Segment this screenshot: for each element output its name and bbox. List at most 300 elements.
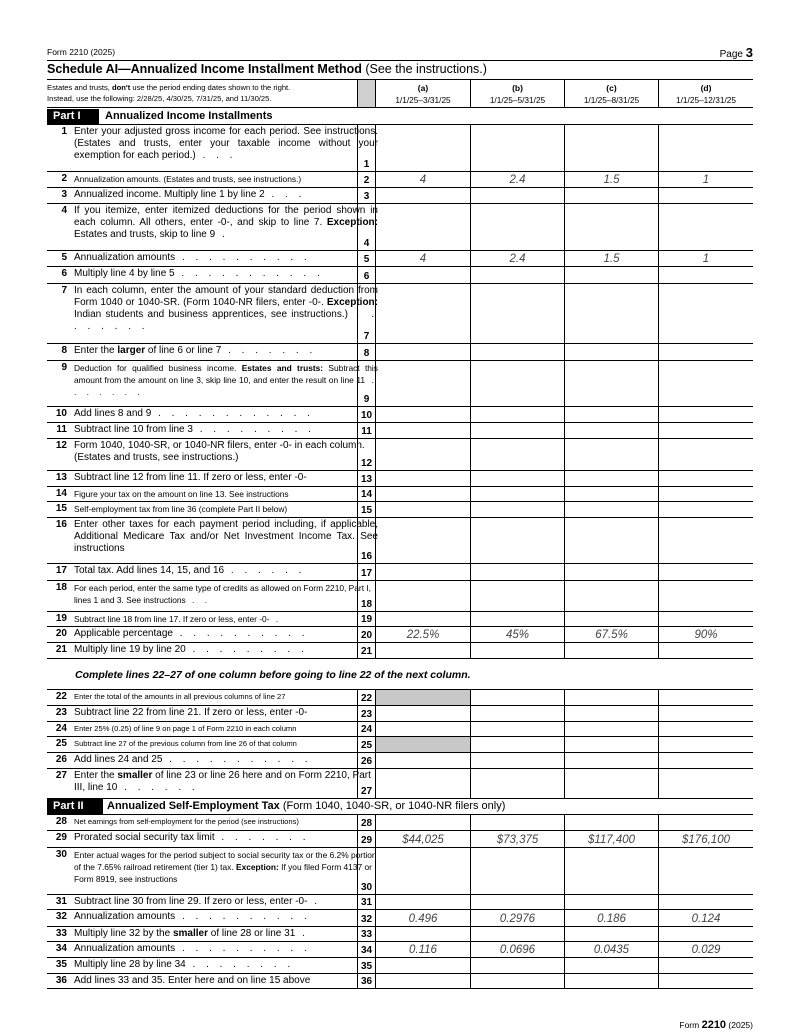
line-number: 21 — [55, 644, 67, 655]
line-28-col-d-field[interactable] — [659, 815, 753, 830]
line-9-col-a-field[interactable] — [376, 361, 471, 406]
line-36-col-c-field[interactable] — [565, 974, 659, 988]
line-number: 2 — [61, 173, 67, 184]
line-description: Form 1040, 1040-SR, or 1040-NR filers, enter -0- in each column. (Estates and trusts, see instructions.) — [74, 440, 365, 463]
line-number: 14 — [55, 488, 67, 499]
line-17-col-d-field[interactable] — [659, 564, 753, 580]
line-13-col-a-field[interactable] — [376, 471, 471, 486]
line-32-col-c-field[interactable]: 0.186 — [565, 910, 659, 926]
line-29-row — [47, 831, 753, 848]
page-number: Page 3 — [719, 45, 753, 60]
line-35-col-d-field[interactable] — [659, 958, 753, 973]
line-18-row — [47, 581, 753, 612]
line-number: 27 — [55, 770, 67, 781]
line-10-col-a-field[interactable] — [376, 407, 471, 422]
line-11-col-b-field[interactable] — [471, 423, 565, 438]
line-number-box: 21 — [358, 645, 375, 658]
line-number-box: 16 — [358, 550, 375, 563]
line-17-row — [47, 564, 753, 581]
line-26-row — [47, 753, 753, 769]
line-9-col-b-field[interactable] — [471, 361, 565, 406]
column-header-shaded — [357, 80, 376, 108]
line-18-col-b-field[interactable] — [471, 581, 565, 611]
line-8-col-d-field[interactable] — [659, 344, 753, 360]
line-number-box: 7 — [358, 330, 375, 343]
line-6-col-c-field[interactable] — [565, 267, 659, 283]
line-number: 24 — [55, 723, 67, 734]
line-22-col-c-field[interactable] — [565, 690, 659, 705]
line-number-box: 12 — [358, 457, 375, 470]
line-number-box: 14 — [358, 488, 375, 501]
line-7-col-d-field[interactable] — [659, 284, 753, 343]
line-29-col-b-field[interactable]: $73,375 — [471, 831, 565, 847]
line-1-col-b-field[interactable] — [471, 125, 565, 171]
line-2-col-d-field[interactable]: 1 — [702, 174, 710, 186]
line-number: 1 — [61, 126, 67, 137]
part-1-title: Annualized Income Installments — [105, 110, 273, 122]
line-10-col-d-field[interactable] — [659, 407, 753, 422]
line-22-col-b-field[interactable] — [471, 690, 565, 705]
line-number-box: 17 — [358, 567, 375, 580]
line-number-box: 9 — [358, 393, 375, 406]
line-34-col-b-field[interactable]: 0.0696 — [471, 942, 565, 957]
line-23-col-d-field[interactable] — [659, 706, 753, 721]
line-description: Deduction for qualified business income. Estates and trusts: Subtract this amount from the amount on line 3, skip line 10, and enter the result on line 11 . . . . . . . — [74, 363, 378, 397]
line-29-col-a-field[interactable]: $44,025 — [376, 831, 471, 847]
line-22-col-d-field[interactable] — [659, 690, 753, 705]
line-number-box: 33 — [358, 928, 375, 941]
line-number-box: 25 — [358, 739, 375, 752]
line-description: Enter the larger of line 6 or line 7 . . . . . . . — [74, 345, 317, 356]
line-number-box: 11 — [358, 425, 375, 438]
line-11-row — [47, 423, 753, 439]
line-number: 4 — [61, 205, 67, 216]
line-number: 16 — [55, 519, 67, 530]
line-description: Subtract line 18 from line 17. If zero or less, enter -0- . — [74, 614, 283, 624]
line-description: Applicable percentage . . . . . . . . . . — [74, 628, 309, 639]
line-number: 15 — [55, 503, 67, 514]
line-number-box: 20 — [358, 629, 375, 642]
line-number-box: 27 — [358, 785, 375, 798]
instruction-lines-22-27: Complete lines 22–27 of one column before going to line 22 of the next column. — [75, 669, 471, 681]
line-14-col-b-field[interactable] — [471, 487, 565, 501]
line-number: 17 — [55, 565, 67, 576]
line-20-col-d-field[interactable]: 90% — [694, 629, 718, 641]
schedule-title: Schedule AI—Annualized Income Installment Method (See the instructions.) — [47, 62, 487, 76]
line-10-row — [47, 407, 753, 423]
line-34-col-c-field[interactable]: 0.0435 — [565, 942, 659, 957]
part-1-tag: Part I — [47, 109, 99, 124]
line-13-col-c-field[interactable] — [565, 471, 659, 486]
line-15-col-c-field[interactable] — [565, 502, 659, 517]
line-description: Annualization amounts . . . . . . . . . . — [74, 252, 311, 263]
line-description: Annualization amounts . . . . . . . . . . — [74, 911, 311, 922]
line-34-col-d-field[interactable]: 0.029 — [691, 944, 721, 956]
line-2-col-a-field[interactable]: 4 — [376, 172, 471, 187]
line-number-box: 3 — [358, 190, 375, 203]
line-17-col-b-field[interactable] — [471, 564, 565, 580]
line-number-box: 19 — [358, 613, 375, 626]
line-16-col-a-field[interactable] — [376, 518, 471, 563]
line-30-row — [47, 848, 753, 895]
line-31-col-c-field[interactable] — [565, 895, 659, 909]
line-6-col-b-field[interactable] — [471, 267, 565, 283]
line-26-col-a-field[interactable] — [376, 753, 471, 768]
line-number-box: 28 — [358, 817, 375, 830]
part-1-header — [47, 109, 753, 124]
line-description: Multiply line 19 by line 20 . . . . . . . . . — [74, 644, 308, 655]
line-30-col-a-field[interactable] — [376, 848, 471, 894]
line-9-row — [47, 361, 753, 407]
line-20-col-a-field[interactable]: 22.5% — [376, 627, 471, 642]
line-35-col-c-field[interactable] — [565, 958, 659, 973]
line-5-col-d-field[interactable]: 1 — [702, 253, 710, 265]
line-7-col-b-field[interactable] — [471, 284, 565, 343]
part-2-tag: Part II — [47, 799, 103, 814]
line-21-col-a-field[interactable] — [376, 643, 471, 658]
line-12-col-c-field[interactable] — [565, 439, 659, 470]
line-4-col-a-field[interactable] — [376, 204, 471, 250]
form-label: Form 2210 (2025) — [47, 47, 116, 57]
line-34-row — [47, 942, 753, 958]
line-20-col-c-field[interactable]: 67.5% — [565, 627, 659, 642]
line-2-col-c-field[interactable]: 1.5 — [565, 172, 659, 187]
line-number-box: 34 — [358, 944, 375, 957]
line-1-col-a-field[interactable] — [376, 125, 471, 171]
line-number-box: 29 — [358, 834, 375, 847]
line-33-row — [47, 927, 753, 942]
line-3-col-a-field[interactable] — [376, 188, 471, 203]
line-2-col-b-field[interactable]: 2.4 — [471, 172, 565, 187]
line-number-box: 8 — [358, 347, 375, 360]
line-22-col-a-field — [376, 690, 471, 705]
line-28-col-a-field[interactable] — [376, 815, 471, 830]
line-number: 9 — [61, 362, 67, 373]
line-26-col-c-field[interactable] — [565, 753, 659, 768]
line-28-row — [47, 815, 753, 831]
line-4-row — [47, 204, 753, 251]
line-description: Annualization amounts . . . . . . . . . . — [74, 943, 311, 954]
line-26-col-d-field[interactable] — [659, 753, 753, 768]
line-description: Subtract line 27 of the previous column from line 26 of that column — [74, 739, 297, 748]
line-25-row — [47, 737, 753, 753]
line-number-box: 35 — [358, 960, 375, 973]
line-27-col-d-field[interactable] — [659, 769, 753, 798]
line-description: Figure your tax on the amount on line 13. See instructions — [74, 489, 289, 499]
page-footer: Form 2210 (2025) — [679, 1019, 753, 1031]
line-21-col-b-field[interactable] — [471, 643, 565, 658]
line-32-col-b-field[interactable]: 0.2976 — [471, 910, 565, 926]
line-12-col-d-field[interactable] — [659, 439, 753, 470]
line-28-col-b-field[interactable] — [471, 815, 565, 830]
line-description: Enter 25% (0.25) of line 9 on page 1 of Form 2210 in each column — [74, 724, 297, 733]
line-13-row — [47, 471, 753, 487]
line-description: Subtract line 30 from line 29. If zero or less, enter -0- . — [74, 896, 321, 907]
line-8-col-a-field[interactable] — [376, 344, 471, 360]
line-description: Annualization amounts. (Estates and trusts, see instructions.) — [74, 174, 302, 184]
line-description: Enter your adjusted gross income for each period. See instructions. (Estates and trusts, enter your taxable income without your exemption for each period.) . . . — [74, 126, 378, 161]
line-9-col-c-field[interactable] — [565, 361, 659, 406]
line-4-col-d-field[interactable] — [659, 204, 753, 250]
line-number: 33 — [55, 928, 67, 939]
line-34-col-a-field[interactable]: 0.116 — [376, 942, 471, 957]
line-number: 20 — [55, 628, 67, 639]
line-number-box: 1 — [358, 158, 375, 171]
line-description: Add lines 8 and 9 . . . . . . . . . . . . — [74, 408, 314, 419]
line-number: 8 — [61, 345, 67, 356]
line-14-col-a-field[interactable] — [376, 487, 471, 501]
line-12-col-b-field[interactable] — [471, 439, 565, 470]
line-number: 35 — [55, 959, 67, 970]
line-number: 36 — [55, 975, 67, 986]
line-15-col-d-field[interactable] — [659, 502, 753, 517]
line-25-col-d-field[interactable] — [659, 737, 753, 752]
line-19-col-a-field[interactable] — [376, 612, 471, 626]
line-12-col-a-field[interactable] — [376, 439, 471, 470]
line-number: 5 — [61, 252, 67, 263]
line-25-col-a-field — [376, 737, 471, 752]
line-5-col-a-field[interactable]: 4 — [376, 251, 471, 266]
line-31-col-d-field[interactable] — [659, 895, 753, 909]
line-36-col-d-field[interactable] — [659, 974, 753, 988]
line-1-col-d-field[interactable] — [659, 125, 753, 171]
line-5-row — [47, 251, 753, 267]
line-number: 18 — [55, 582, 67, 593]
line-19-col-c-field[interactable] — [565, 612, 659, 626]
line-35-col-b-field[interactable] — [471, 958, 565, 973]
line-28-col-c-field[interactable] — [565, 815, 659, 830]
line-number-box: 32 — [358, 913, 375, 926]
line-15-row — [47, 502, 753, 518]
line-description: Enter the total of the amounts in all previous columns of line 27 — [74, 692, 286, 701]
line-description: Enter other taxes for each payment period including, if applicable, Additional Medicare Tax and/or Net Investment Income Tax. See instructions — [74, 519, 378, 554]
line-number-box: 22 — [358, 692, 375, 705]
line-number: 13 — [55, 472, 67, 483]
line-21-col-c-field[interactable] — [565, 643, 659, 658]
line-number: 31 — [55, 896, 67, 907]
line-27-row — [47, 769, 753, 799]
line-11-col-a-field[interactable] — [376, 423, 471, 438]
line-31-col-b-field[interactable] — [471, 895, 565, 909]
line-35-row — [47, 958, 753, 974]
line-3-col-c-field[interactable] — [565, 188, 659, 203]
line-number: 34 — [55, 943, 67, 954]
line-20-row — [47, 627, 753, 643]
line-number-box: 23 — [358, 708, 375, 721]
line-24-col-d-field[interactable] — [659, 722, 753, 736]
line-16-row — [47, 518, 753, 564]
line-3-row — [47, 188, 753, 204]
line-30-col-c-field[interactable] — [565, 848, 659, 894]
line-number: 25 — [55, 738, 67, 749]
line-8-col-b-field[interactable] — [471, 344, 565, 360]
line-20-col-b-field[interactable]: 45% — [471, 627, 565, 642]
line-26-col-b-field[interactable] — [471, 753, 565, 768]
line-25-col-b-field[interactable] — [471, 737, 565, 752]
line-description: Annualized income. Multiply line 1 by line 2 . . . — [74, 189, 306, 200]
line-23-row — [47, 706, 753, 722]
line-number: 19 — [55, 613, 67, 624]
line-number-box: 18 — [358, 598, 375, 611]
line-6-col-a-field[interactable] — [376, 267, 471, 283]
line-number: 30 — [55, 849, 67, 860]
line-number: 12 — [55, 440, 67, 451]
line-32-col-a-field[interactable]: 0.496 — [376, 910, 471, 926]
line-16-col-b-field[interactable] — [471, 518, 565, 563]
line-23-col-a-field[interactable] — [376, 706, 471, 721]
line-number: 7 — [61, 285, 67, 296]
line-description: Subtract line 22 from line 21. If zero or less, enter -0- — [74, 707, 308, 718]
line-description: In each column, enter the amount of your standard deduction from Form 1040 or 1040-SR. (Form 1040-NR filers, enter -0-. Exception: Indian students and business apprentices, see instructions.) . . . . . . . . — [74, 285, 378, 332]
line-number: 10 — [55, 408, 67, 419]
line-description: Net earnings from self-employment for the period (see instructions) — [74, 817, 299, 826]
line-description: Total tax. Add lines 14, 15, and 16 . . . . . . — [74, 565, 306, 576]
line-29-col-d-field[interactable]: $176,100 — [682, 834, 730, 846]
line-number: 23 — [55, 707, 67, 718]
line-4-col-b-field[interactable] — [471, 204, 565, 250]
line-1-row — [47, 125, 753, 172]
line-33-col-b-field[interactable] — [471, 927, 565, 941]
line-33-col-a-field[interactable] — [376, 927, 471, 941]
line-35-col-a-field[interactable] — [376, 958, 471, 973]
line-14-col-c-field[interactable] — [565, 487, 659, 501]
line-11-col-d-field[interactable] — [659, 423, 753, 438]
line-27-col-c-field[interactable] — [565, 769, 659, 798]
line-21-row — [47, 643, 753, 659]
line-15-col-b-field[interactable] — [471, 502, 565, 517]
line-21-col-d-field[interactable] — [659, 643, 753, 658]
line-18-col-d-field[interactable] — [659, 581, 753, 611]
line-2-row — [47, 172, 753, 188]
line-number-box: 15 — [358, 504, 375, 517]
line-14-row — [47, 487, 753, 502]
line-number: 6 — [61, 268, 67, 279]
line-description: Add lines 33 and 35. Enter here and on line 15 above — [74, 975, 311, 986]
line-description: Subtract line 12 from line 11. If zero or less, enter -0- — [74, 472, 307, 483]
line-5-col-c-field[interactable]: 1.5 — [565, 251, 659, 266]
line-description: Add lines 24 and 25 . . . . . . . . . . . — [74, 754, 312, 765]
line-33-col-d-field[interactable] — [659, 927, 753, 941]
line-24-col-c-field[interactable] — [565, 722, 659, 736]
line-13-col-d-field[interactable] — [659, 471, 753, 486]
part-2-header — [47, 799, 753, 814]
line-number-box: 13 — [358, 473, 375, 486]
line-22-row — [47, 690, 753, 706]
line-23-col-c-field[interactable] — [565, 706, 659, 721]
line-7-col-a-field[interactable] — [376, 284, 471, 343]
line-33-col-c-field[interactable] — [565, 927, 659, 941]
line-24-col-b-field[interactable] — [471, 722, 565, 736]
line-number: 32 — [55, 911, 67, 922]
line-description: Multiply line 28 by line 34 . . . . . . . . — [74, 959, 295, 970]
line-9-col-d-field[interactable] — [659, 361, 753, 406]
line-30-col-d-field[interactable] — [659, 848, 753, 894]
line-23-col-b-field[interactable] — [471, 706, 565, 721]
line-27-col-b-field[interactable] — [471, 769, 565, 798]
line-14-col-d-field[interactable] — [659, 487, 753, 501]
line-3-col-d-field[interactable] — [659, 188, 753, 203]
line-27-col-a-field[interactable] — [376, 769, 471, 798]
line-36-row — [47, 974, 753, 989]
line-19-col-b-field[interactable] — [471, 612, 565, 626]
line-1-col-c-field[interactable] — [565, 125, 659, 171]
line-31-row — [47, 895, 753, 910]
column-header-d: (d) 1/1/25–12/31/25 — [659, 80, 753, 108]
line-13-col-b-field[interactable] — [471, 471, 565, 486]
line-24-row — [47, 722, 753, 737]
estates-trusts-note: Estates and trusts, don't use the period ending dates shown to the right. Instead, use the following: 2/28/25, 4/30/25, 7/31/25, and 11/30/25. — [47, 80, 357, 108]
line-description: Self-employment tax from line 36 (complete Part II below) — [74, 504, 288, 514]
line-description: Enter the smaller of line 23 or line 26 here and on Form 2210, Part III, line 10 . . . . . . — [74, 770, 371, 793]
line-description: For each period, enter the same type of credits as allowed on Form 2210, Part I, lines 1 and 3. See instructions . . — [74, 583, 371, 605]
line-3-col-b-field[interactable] — [471, 188, 565, 203]
line-19-row — [47, 612, 753, 627]
line-number: 3 — [61, 189, 67, 200]
line-32-row — [47, 910, 753, 927]
line-16-col-c-field[interactable] — [565, 518, 659, 563]
line-16-col-d-field[interactable] — [659, 518, 753, 563]
line-description: Prorated social security tax limit . . . . . . . — [74, 832, 310, 843]
line-10-col-c-field[interactable] — [565, 407, 659, 422]
line-number-box: 6 — [358, 270, 375, 283]
line-30-col-b-field[interactable] — [471, 848, 565, 894]
part-2-title: Annualized Self-Employment Tax (Form 1040, 1040-SR, or 1040-NR filers only) — [107, 800, 506, 812]
line-description: If you itemize, enter itemized deductions for the period shown in each column. All others, enter -0-, and skip to line 7. Exception: Estates and trusts, skip to line 9 . — [74, 205, 378, 240]
line-15-col-a-field[interactable] — [376, 502, 471, 517]
line-31-col-a-field[interactable] — [376, 895, 471, 909]
line-description: Enter actual wages for the period subject to social security tax or the 6.2% portion of the 7.65% railroad retirement (tier 1) tax. Exception: If you filed Form 4137 or Form 8919, see instructions — [74, 850, 377, 884]
line-number-box: 5 — [358, 253, 375, 266]
line-12-row — [47, 439, 753, 471]
line-17-col-c-field[interactable] — [565, 564, 659, 580]
line-29-col-c-field[interactable]: $117,400 — [565, 831, 659, 847]
line-8-row — [47, 344, 753, 361]
column-header-b: (b) 1/1/25–5/31/25 — [471, 80, 565, 108]
line-8-col-c-field[interactable] — [565, 344, 659, 360]
line-17-col-a-field[interactable] — [376, 564, 471, 580]
line-4-col-c-field[interactable] — [565, 204, 659, 250]
line-11-col-c-field[interactable] — [565, 423, 659, 438]
line-number: 22 — [55, 691, 67, 702]
line-25-col-c-field[interactable] — [565, 737, 659, 752]
line-32-col-d-field[interactable]: 0.124 — [691, 913, 721, 925]
line-number-box: 31 — [358, 896, 375, 909]
line-19-col-d-field[interactable] — [659, 612, 753, 626]
line-number: 11 — [56, 424, 67, 435]
line-36-col-a-field[interactable] — [376, 974, 471, 988]
line-description: Multiply line 4 by line 5 . . . . . . . . . . . — [74, 268, 324, 279]
line-18-col-c-field[interactable] — [565, 581, 659, 611]
page-header — [47, 45, 753, 59]
line-6-col-d-field[interactable] — [659, 267, 753, 283]
line-number: 28 — [55, 816, 67, 827]
line-24-col-a-field[interactable] — [376, 722, 471, 736]
line-number-box: 10 — [358, 409, 375, 422]
line-number-box: 30 — [358, 881, 375, 894]
line-10-col-b-field[interactable] — [471, 407, 565, 422]
line-7-col-c-field[interactable] — [565, 284, 659, 343]
line-6-row — [47, 267, 753, 284]
line-number-box: 24 — [358, 723, 375, 736]
line-number-box: 26 — [358, 755, 375, 768]
line-36-col-b-field[interactable] — [471, 974, 565, 988]
line-18-col-a-field[interactable] — [376, 581, 471, 611]
line-description: Subtract line 10 from line 3 . . . . . . . . . — [74, 424, 315, 435]
line-5-col-b-field[interactable]: 2.4 — [471, 251, 565, 266]
line-number: 29 — [55, 832, 67, 843]
column-header-c: (c) 1/1/25–8/31/25 — [565, 80, 659, 108]
column-header-a: (a) 1/1/25–3/31/25 — [376, 80, 471, 108]
